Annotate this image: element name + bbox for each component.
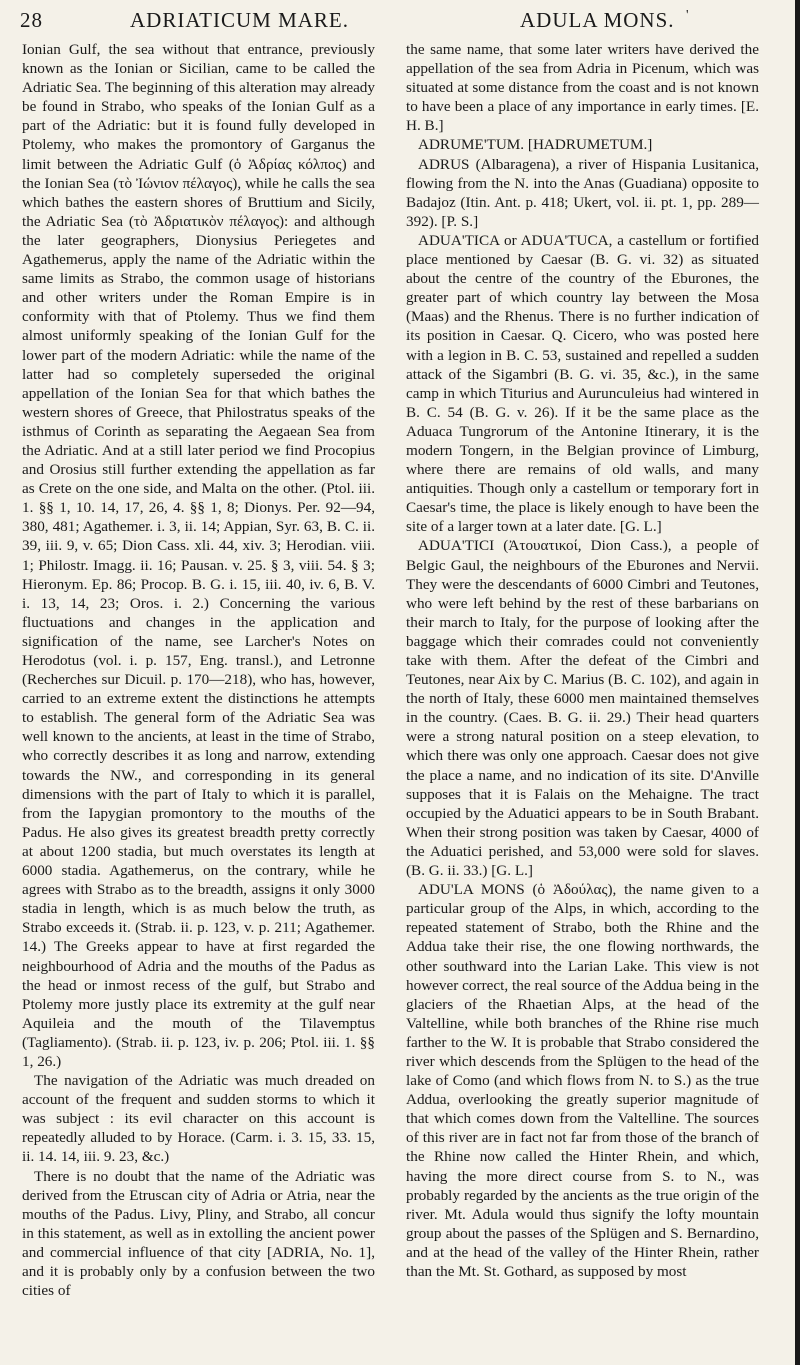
entry-aduatica: ADUA'TICA or ADUA'TUCA, a castellum or fortified place mentioned by Caesar (B. G. vi. 32) as situated about the centre of the country of the Eburones, the greater part of which country lay between the Mosa (Maas) and the Rhenus. There is no further indication of its position in Caesar. Q. Cicero, who was posted here with a legion in B. C. 53, sustained and repelled a sudden attack of the Sigambri (B. G. vi. 35, &c.), in the same camp in which Titurius and Aurunculeius had wintered in B. C. 54 (B. G. v. 26). If it be the same place as the Aduaca Tungrorum of the Antonine Itinerary, it is the modern Tongern, in the Belgian province of Limburg, where there are remains of old walls, and many antiquities. Though only a castellum or temporary fort in Caesar's time, the place is likely enough to have been the site of a larger town at a later date. [G. L.] xyxy=(406,231,759,536)
paragraph: Ionian Gulf, the sea without that entrance, previously known as the Ionian or Sicilian, came to be called the Adriatic Sea. The beginning of this alteration may already be found in Strabo, who speaks of the Ionian Gulf as a part of the Adriatic: but it is found fully developed in Ptolemy, who makes the promontory of Garganus the limit between the Adriatic Gulf (ὁ Ἀδρίας κόλπος) and the Ionian Sea (τὸ Ἰώνιον πέλαγος), while he calls the sea which bathes the eastern shores of Bruttium and Sicily, the Adriatic Sea (τὸ Ἀδριατικὸν πέλαγος): and although the later geographers, Dionysius Periegetes and Agathemerus, apply the name of the Adriatic within the same limits as Strabo, the common usage of historians and other writers under the Roman Empire is in conformity with that of Ptolemy. Thus we find them almost uniformly speaking of the Ionian Gulf for the lower part of the modern Adriatic: while the name of the latter had so completely superseded the original appellation of the Ionian Sea for that which bathes the western shores of Greece, that Philostratus speaks of the isthmus of Corinth as separating the Aegaean Sea from the Adriatic. And at a still later period we find Procopius and Orosius still further extending the appellation as far as Crete on the one side, and Malta on the other. (Ptol. iii. 1. §§ 1, 10. 14, 17, 26, 4. §§ 1, 8; Dionys. Per. 92—94, 380, 481; Agathemer. i. 3, ii. 14; Appian, Syr. 63, B. C. ii. 39, iii. 9, v. 65; Dion Cass. xli. 44, xiv. 3; Herodian. viii. 1; Philostr. Imagg. ii. 16; Pausan. v. 25. § 3, viii. 54. § 3; Hieronym. Ep. 86; Procop. B. G. i. 15, iii. 40, iv. 6, B. V. i. 13, 14, 23; Oros. i. 2.) Concerning the various fluctuations and changes in the application and signification of the name, see Larcher's Notes on Herodotus (vol. i. p. 157, Eng. transl.), and Letronne (Recherches sur Dicuil. p. 170—218), who has, however, carried to an extreme extent the distinctions he attempts to establish. The general form of the Adriatic Sea was well known to the ancients, at least in the time of Strabo, who correctly describes it as long and narrow, extending towards the NW., and corresponding in its general dimensions with the part of Italy to which it is parallel, from the Iapygian promontory to the mouths of the Padus. He also gives its greatest breadth pretty correctly at about 1200 stadia, but much overstates its length at 6000 stadia. Agathemerus, on the contrary, while he agrees with Strabo as to the breadth, assigns it only 3000 stadia in length, which is as much below the truth, as Strabo exceeds it. (Strab. ii. p. 123, v. p. 211; Agathemer. 14.) The Greeks appear to have at first regarded the neighbourhood of Adria and the mouths of the Padus as the head or inmost recess of the gulf, but Strabo and Ptolemy more justly place its extremity at the gulf near Aquileia and the mouth of the Tilavemptus (Tagliamento). (Strab. ii. p. 123, iv. p. 206; Ptol. iii. 1. §§ 1, 26.) xyxy=(22,41,375,1070)
entry-adrus: ADRUS (Albaragena), a river of Hispania Lusitanica, flowing from the N. into the Anas (Guadiana) opposite to Badajoz (Itin. Ant. p. 418; Ukert, vol. ii. pt. 1, pp. 289—392). [P. S.] xyxy=(406,155,759,230)
page-header xyxy=(20,8,780,38)
page-number: 28 xyxy=(20,8,43,32)
right-running-head: ADULA MONS. xyxy=(520,8,675,32)
paragraph: the same name, that some later writers have derived the appellation of the sea from Adria in Picenum, which was situated at some distance from the coast and is not known to have been a place of any importance in early times. [E. H. B.] xyxy=(406,41,759,135)
entry-aduatici: ADUA'TICI (Ἀτουατικοί, Dion Cass.), a people of Belgic Gaul, the neighbours of the Eburones and Nervii. They were the descendants of 6000 Cimbri and Teutones, who were left behind by the rest of these barbarians on their march to Italy, for the purpose of looking after the baggage which their comrades could not conveniently take with them. After the defeat of the Cimbri and Teutones, near Aix by C. Marius (B. C. 102), and again in the north of Italy, these 6000 men maintained themselves in the country. (Caes. B. G. ii. 29.) Their head quarters were a strong natural position on a steep elevation, to which there was only one approach. Caesar does not give the place a name, and no indication of its site. D'Anville supposes that it is Falais on the Mehaigne. The tract occupied by the Aduatici appears to be in South Brabant. When their strong position was taken by Caesar, 4000 of the Aduatici perished, and 53,000 were sold for slaves. (B. G. ii. 33.) [G. L.] xyxy=(406,537,759,880)
right-column xyxy=(406,40,759,1281)
paragraph: There is no doubt that the name of the Adriatic was derived from the Etruscan city of Adria or Atria, near the mouths of the Padus. Livy, Pliny, and Strabo, all concur in this statement, as well as in extolling the ancient power and commercial influence of that city [ADRIA, No. 1], and it is probably only by a confusion between the two cities of xyxy=(22,1167,375,1300)
paragraph: The navigation of the Adriatic was much dreaded on account of the frequent and sudden storms to which it was subject : its evil character on this account is repeatedly alluded to by Horace. (Carm. i. 3. 15, 33. 15, ii. 14. 14, iii. 9. 23, &c.) xyxy=(22,1072,375,1166)
left-running-head: ADRIATICUM MARE. xyxy=(130,8,350,32)
page-edge xyxy=(795,0,800,1365)
entry-adrumetum: ADRUME'TUM. [HADRUMETUM.] xyxy=(418,136,653,154)
entry-adula-mons: ADU'LA MONS (ὁ Ἀδούλας), the name given to a particular group of the Alps, in which, according to the repeated statement of Strabo, both the Rhine and the Addua take their rise, the one flowing northwards, the other southward into the Larian Lake. This view is not however correct, the real source of the Addua being in the glaciers of the Rhaetian Alps, at the head of the Valtelline, while both branches of the Rhine rise much farther to the W. It is probable that Strabo considered the river which descends from the Splügen to the head of the lake of Como (and which flows from N. to S.) as the true Addua, overlooking the greatly superior magnitude of that which comes down from the Valtelline. The sources of this river are in fact not far from those of the branch of the Rhine now called the Hinter Rhein, and which, having the more direct course from S. to N., was probably regarded by the ancients as the true origin of the river. Mt. Adula would thus signify the lofty mountain group about the passes of the Splügen and S. Bernardino, and at the head of the valley of the Hinter Rhein, rather than the Mt. St. Gothard, as supposed by most xyxy=(406,881,759,1280)
left-column xyxy=(22,40,375,1300)
header-mark: ' xyxy=(686,8,690,23)
